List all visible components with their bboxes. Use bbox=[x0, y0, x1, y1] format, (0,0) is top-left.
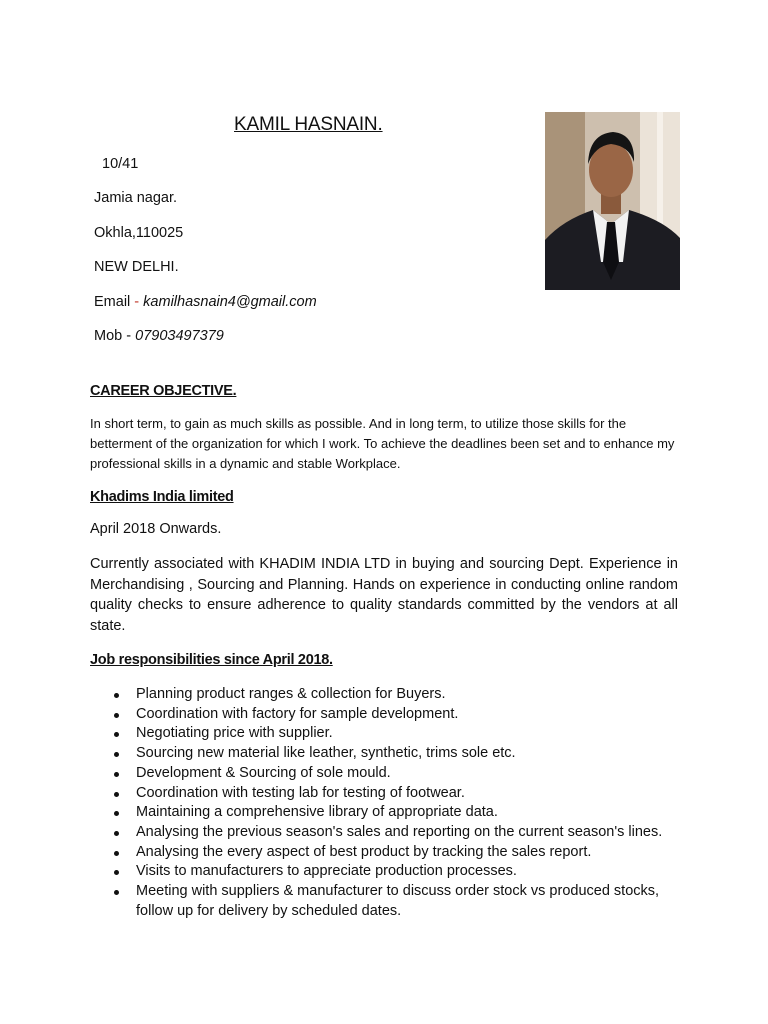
list-item: Coordination with testing lab for testing of footwear. bbox=[90, 784, 690, 804]
list-item: Maintaining a comprehensive library of appropriate data. bbox=[90, 803, 690, 823]
email-label: Email bbox=[94, 294, 131, 310]
list-item: Analysing the every aspect of best product by tracking the sales report. bbox=[90, 843, 690, 863]
career-objective-text: In short term, to gain as much skills as possible. And in long term, to utilize those skills for the betterment of the organization for which I work. To achieve the deadlines been set and to enhance my professional skills in a dynamic and stable Workplace. bbox=[90, 416, 675, 471]
list-item: Coordination with factory for sample development. bbox=[90, 705, 690, 725]
company-heading: Khadims India limited bbox=[90, 489, 234, 505]
list-item: Meeting with suppliers & manufacturer to discuss order stock vs produced stocks, follow up for delivery by scheduled dates. bbox=[90, 882, 690, 921]
profile-photo-illustration bbox=[545, 112, 680, 290]
email-row bbox=[94, 293, 317, 311]
mobile-label: Mob bbox=[94, 328, 123, 344]
list-item: Analysing the previous season's sales and reporting on the current season's lines. bbox=[90, 823, 690, 843]
address-line-2: Jamia nagar. bbox=[94, 190, 178, 206]
email-separator: - bbox=[134, 294, 140, 310]
mobile-row bbox=[94, 327, 224, 345]
candidate-name: KAMIL HASNAIN. bbox=[234, 114, 383, 135]
list-item: Negotiating price with supplier. bbox=[90, 724, 690, 744]
list-item: Visits to manufacturers to appreciate production processes. bbox=[90, 862, 690, 882]
profile-photo bbox=[545, 112, 680, 290]
responsibilities-list bbox=[90, 685, 690, 921]
mobile-value: 07903497379 bbox=[135, 328, 224, 344]
address-line-4: NEW DELHI. bbox=[94, 259, 179, 275]
list-item: Planning product ranges & collection for Buyers. bbox=[90, 685, 690, 705]
address-line-3: Okhla,110025 bbox=[94, 225, 184, 241]
career-objective-heading: CAREER OBJECTIVE. bbox=[90, 383, 237, 399]
responsibilities-heading: Job responsibilities since April 2018. bbox=[90, 652, 333, 668]
list-item: Sourcing new material like leather, synthetic, trims sole etc. bbox=[90, 744, 690, 764]
experience-description: Currently associated with KHADIM INDIA LTD in buying and sourcing Dept. Experience in Merchandising , Sourcing and Planning. Hands on experience in conducting online random quality checks to ensure adherence to quality standards committed by the vendors at all state. bbox=[90, 556, 678, 635]
address-line-1: 10/41 bbox=[102, 156, 139, 172]
employment-period: April 2018 Onwards. bbox=[90, 521, 222, 537]
email-value[interactable]: kamilhasnain4@gmail.com bbox=[143, 294, 317, 310]
list-item: Development & Sourcing of sole mould. bbox=[90, 764, 690, 784]
mobile-separator: - bbox=[126, 328, 132, 344]
